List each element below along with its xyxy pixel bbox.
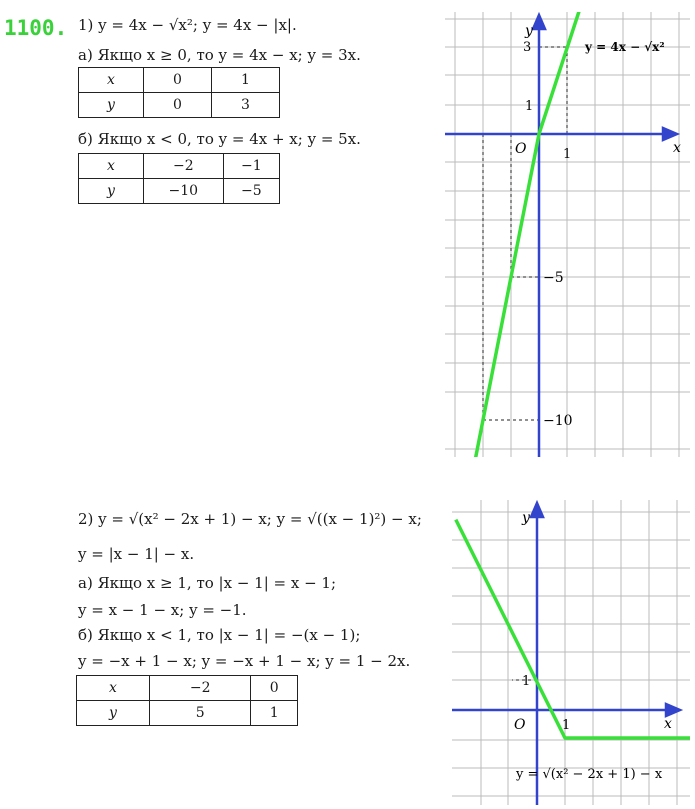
tick-label: 1	[525, 99, 534, 114]
part2-case-b2: y = −x + 1 − x; y = −x + 1 − x; y = 1 − 2x.	[78, 652, 411, 670]
tick-label: 1	[562, 718, 571, 733]
table-cell: 0	[251, 676, 298, 701]
function-line	[475, 134, 539, 457]
table-cell: 3	[212, 93, 280, 118]
table-cell: −5	[223, 179, 279, 204]
x-arrow-icon	[666, 704, 680, 716]
graph-formula: y = 4x − √x²	[585, 40, 665, 54]
table-cell: −10	[144, 179, 224, 204]
table-cell: 0	[144, 93, 212, 118]
table-x-label: x	[77, 676, 150, 701]
part2-line1: 2) y = √(x² − 2x + 1) − x; y = √((x − 1)²) − x;	[78, 510, 422, 528]
part2-case-b: б) Якщо x < 1, то |x − 1| = −(x − 1);	[78, 626, 361, 644]
part1-table-b	[78, 153, 280, 204]
part1-table-a	[78, 67, 280, 118]
tick-label: 1	[563, 147, 572, 162]
part2-graph	[452, 500, 690, 805]
x-arrow-icon	[663, 128, 677, 140]
part1-graph	[445, 12, 690, 457]
table-cell: −1	[223, 154, 279, 179]
tick-label: 1	[522, 674, 531, 689]
part2-line2: y = |x − 1| − x.	[78, 545, 195, 563]
function-line	[456, 520, 690, 738]
x-axis-label: x	[673, 140, 681, 156]
table-x-label: x	[79, 68, 144, 93]
table-cell: 1	[251, 701, 298, 726]
origin-label: O	[514, 717, 526, 733]
y-axis-label: y	[525, 23, 533, 39]
y-arrow-icon	[533, 15, 545, 29]
part2-case-a: а) Якщо x ≥ 1, то |x − 1| = x − 1;	[78, 574, 337, 592]
graph-formula: y = √(x² − 2x + 1) − x	[516, 767, 663, 782]
tick-label: 3	[523, 40, 532, 55]
table-y-label: y	[77, 701, 150, 726]
grid	[452, 500, 690, 805]
part1-header: 1) y = 4x − √x²; y = 4x − |x|.	[78, 16, 297, 34]
part2-table	[76, 675, 298, 726]
tick-label: −5	[543, 270, 564, 286]
table-cell: 0	[144, 68, 212, 93]
y-arrow-icon	[531, 503, 543, 517]
tick-label: −10	[543, 413, 573, 429]
function-line	[539, 12, 580, 134]
x-axis-label: x	[664, 716, 672, 732]
axes	[452, 503, 680, 805]
table-cell: −2	[150, 676, 251, 701]
part1-case-a: а) Якщо x ≥ 0, то y = 4x − x; y = 3x.	[78, 46, 361, 64]
table-y-label: y	[79, 93, 144, 118]
origin-label: O	[515, 141, 527, 157]
table-cell: 1	[212, 68, 280, 93]
table-x-label: x	[79, 154, 144, 179]
problem-number: 1100.	[4, 16, 68, 40]
axes	[445, 15, 677, 457]
table-y-label: y	[79, 179, 144, 204]
part1-case-b: б) Якщо x < 0, то y = 4x + x; y = 5x.	[78, 130, 361, 148]
table-cell: −2	[144, 154, 224, 179]
table-cell: 5	[150, 701, 251, 726]
y-axis-label: y	[522, 510, 530, 526]
part2-case-a2: y = x − 1 − x; y = −1.	[78, 601, 247, 619]
